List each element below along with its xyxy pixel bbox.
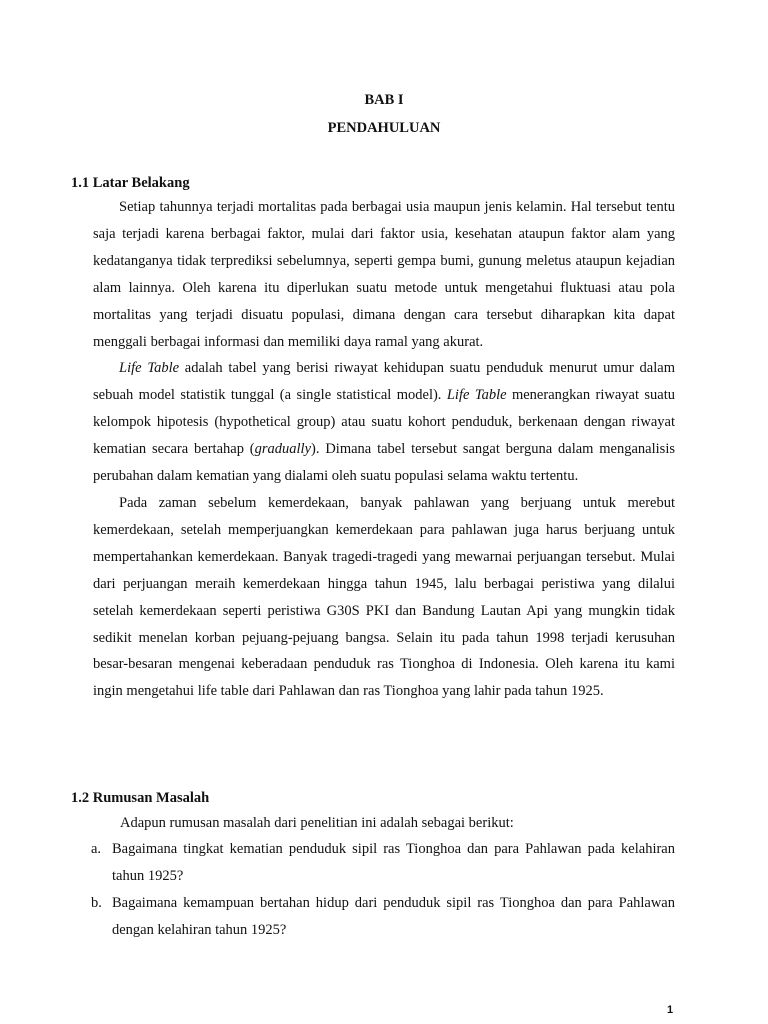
- list-item-text: Bagaimana kemampuan bertahan hidup dari penduduk sipil ras Tionghoa dan para Pahlawan dengan kelahiran tahun 1925?: [112, 894, 675, 938]
- italic-term: gradually: [254, 441, 312, 458]
- research-question-list: [93, 836, 675, 944]
- paragraph: Pada zaman sebelum kemerdekaan, banyak pahlawan yang berjuang untuk merebut kemerdekaan, setelah memperjuangkan kemerdekaan para pahlawan juga harus berjuang untuk mempertahankan kemerdekaan. Banyak tragedi-tragedi yang mewarnai perjuangan tersebut. Mulai dari perjuangan meraih kemerdekaan hingga tahun 1945, lalu berbagai peristiwa yang dilalui setelah kemerdekaan seperti peristiwa G30S PKI dan Bandung Lautan Api yang mungkin tidak sedikit menelan korban pejuang-pejuang bangsa. Selain itu pada tahun 1998 terjadi kerusuhan besar-besaran mengenai keberadaan penduduk ras Tionghoa di Indonesia. Oleh karena itu kami ingin mengetahui life table dari Pahlawan dan ras Tionghoa yang lahir pada tahun 1925.: [93, 494, 675, 700]
- list-marker: b.: [91, 894, 102, 911]
- page-number: 1: [667, 1004, 674, 1016]
- paragraph-life-table: [93, 355, 675, 490]
- chapter-title: PENDAHULUAN: [327, 120, 441, 136]
- section-intro: Adapun rumusan masalah dari penelitian ini adalah sebagai berikut:: [120, 815, 514, 831]
- section-heading-latar-belakang: 1.1 Latar Belakang: [71, 175, 190, 191]
- text-run: menerangkan riwayat suatu kelompok hipotesis (hypothetical group) atau suatu kohort penduduk, berkenaan dengan riwayat kematian secara bertahap (: [93, 387, 675, 458]
- italic-term: Life Table: [446, 387, 507, 404]
- list-item-text: Bagaimana tingkat kematian penduduk sipil ras Tionghoa dan para Pahlawan pada kelahiran tahun 1925?: [112, 841, 675, 884]
- list-marker: a.: [91, 841, 102, 857]
- text-run: ). Dimana tabel tersebut sangat berguna dalam menganalisis perubahan dalam kematian yang dialami oleh suatu populasi selama waktu tertentu.: [93, 441, 675, 485]
- section-body-latar-belakang: [93, 194, 675, 705]
- text-run: adalah tabel yang berisi riwayat kehidupan suatu penduduk menurut umur dalam sebuah model statistik tunggal (a single statistical model).: [93, 360, 675, 404]
- italic-term: Life Table: [119, 360, 180, 377]
- list-item: [93, 836, 675, 890]
- paragraph: Setiap tahunnya terjadi mortalitas pada berbagai usia maupun jenis kelamin. Hal tersebut tentu saja terjadi karena berbagai faktor, mulai dari faktor usia, kesehatan ataupun faktor alam yang kedatanganya tidak terprediksi sebelumnya, seperti gempa bumi, gunung meletus ataupun kejadian alam lainnya. Oleh karena itu diperlukan suatu metode untuk mengetahui fluktuasi atau pola mortalitas yang terjadi disuatu populasi, dimana dengan cara tersebut diharapkan kita dapat menggali berbagai informasi dan memiliki daya ramal yang akurat.: [93, 199, 675, 350]
- section-heading-rumusan-masalah: 1.2 Rumusan Masalah: [71, 790, 210, 806]
- list-item: [93, 890, 675, 944]
- chapter-number: BAB I: [364, 92, 404, 108]
